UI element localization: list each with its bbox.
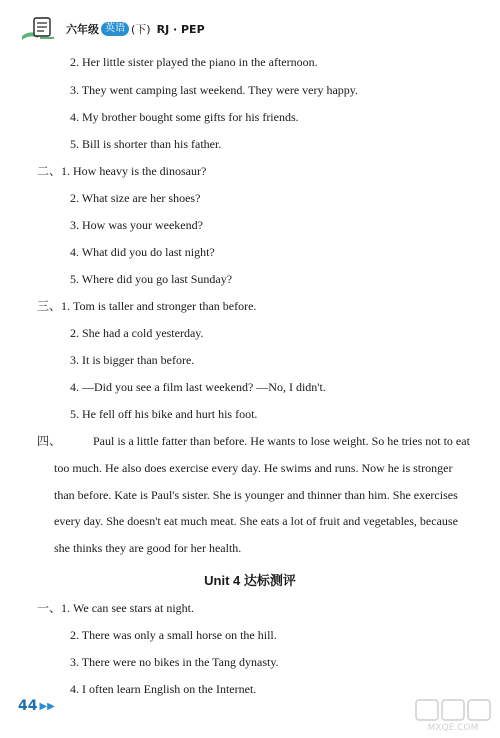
answer-line: 2. There was only a small horse on the hill.	[70, 628, 277, 642]
header-edition: RJ · PEP	[156, 22, 205, 36]
svg-text:MXQE.COM: MXQE.COM	[427, 723, 479, 732]
paragraph-line: too much. He also does exercise every day. He swims and runs. Now he is stronger	[54, 461, 453, 475]
answer-line: 4. My brother bought some gifts for his friends.	[70, 110, 299, 124]
answer-line: 2. She had a cold yesterday.	[70, 326, 204, 340]
unit-heading: Unit 4 达标测评	[204, 573, 296, 588]
answer-line: 5. Where did you go last Sunday?	[70, 272, 233, 286]
answer-line: 5. He fell off his bike and hurt his foot.	[70, 407, 258, 421]
answer-line: 2. What size are her shoes?	[70, 191, 201, 205]
section-label: 四、	[37, 434, 62, 448]
header-grade: 六年级	[66, 23, 99, 36]
answer-line: 三、1. Tom is taller and stronger than before.	[37, 299, 257, 313]
book-icon	[20, 16, 58, 42]
answer-line: 2. Her little sister played the piano in the afternoon.	[70, 55, 318, 69]
answer-line: 一、1. We can see stars at night.	[37, 601, 194, 615]
answer-line: 3. There were no bikes in the Tang dynasty.	[70, 655, 279, 669]
page-number-arrow-icon: ▶▶	[39, 700, 55, 712]
header-subject-badge: 英语	[101, 22, 129, 36]
answer-line: 4. What did you do last night?	[70, 245, 215, 259]
watermark-logo	[414, 698, 492, 732]
answer-line: 二、1. How heavy is the dinosaur?	[37, 164, 207, 178]
paragraph-line: Paul is a little fatter than before. He wants to lose weight. So he tries not to eat	[93, 434, 470, 448]
answer-line: 3. How was your weekend?	[70, 218, 203, 232]
page-number-text: 44	[18, 698, 38, 714]
page-header	[20, 18, 205, 40]
paragraph-line: than before. Kate is Paul's sister. She is younger and thinner than him. She exercises	[54, 488, 458, 502]
answer-line: 3. They went camping last weekend. They were very happy.	[70, 83, 359, 97]
paragraph-line: she thinks they are good for her health.	[54, 541, 242, 555]
answer-line: 5. Bill is shorter than his father.	[70, 137, 222, 151]
page-number	[18, 696, 55, 716]
header-term: (下)	[131, 23, 151, 36]
answer-line: 4. —Did you see a film last weekend? —No, I didn't.	[70, 380, 326, 394]
paragraph-line: every day. She doesn't eat much meat. She eats a lot of fruit and vegetables, because	[54, 514, 458, 528]
answer-line: 4. I often learn English on the Internet.	[70, 682, 257, 696]
answer-line: 3. It is bigger than before.	[70, 353, 195, 367]
